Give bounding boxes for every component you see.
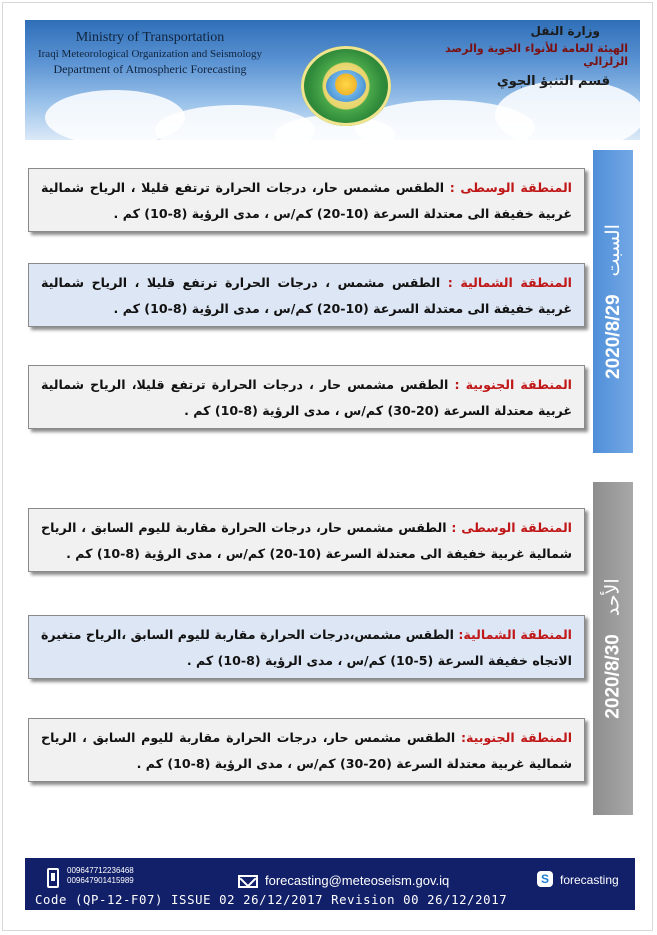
mail-icon	[238, 875, 258, 888]
header-english-text	[35, 30, 265, 77]
header-arabic-text	[428, 24, 628, 89]
region-label: المنطقة الجنوبية:	[460, 730, 573, 745]
page-border	[2, 2, 653, 931]
skype-icon: S	[537, 871, 553, 887]
department-name-ar: قسم التنبؤ الجوي	[496, 74, 610, 89]
phone-numbers	[67, 866, 134, 886]
forecast-box-southern	[28, 718, 585, 782]
logo-sun-cloud-icon	[326, 70, 366, 102]
region-label: المنطقة الشمالية:	[458, 627, 572, 642]
region-label: المنطقة الجنوبية :	[454, 377, 572, 392]
forecast-text: الطقس مشمس ، درجات الحرارة ترتفع قليلا ، الرياح شمالية غربية خفيفة الى معتدلة السرعة (10-20) كم/س ، مدى الرؤية (8-10) كم .	[41, 275, 572, 316]
forecast-text: الطقس مشمس حار، درجات الحرارة ترتفع قليلا ، الرياح شمالية غربية خفيفة الى معتدلة السرعة (10-20) كم/س ، مدى الرؤية (8-10) كم .	[41, 180, 572, 221]
email-link[interactable]: forecasting@meteoseism.gov.iq	[265, 873, 450, 888]
day-label-saturday	[593, 150, 633, 453]
organization-name-ar: الهيئة العامة للأنواء الجوية والرصد الزلزالي	[445, 42, 628, 68]
region-label: المنطقة الوسطى :	[451, 520, 572, 535]
forecast-text: الطقس مشمس،درجات الحرارة مقاربة لليوم السابق ،الرياح متغيرة الاتجاه خفيفة السرعة (5-10) كم/س ، مدى الرؤية (8-10) كم .	[41, 627, 572, 668]
day-date: 2020/8/30	[602, 634, 623, 719]
phone-number: 009647901415989	[67, 876, 134, 885]
forecast-text: الطقس مشمس حار ، درجات الحرارة ترتفع قليلا، الرياح شمالية غربية معتدلة السرعة (20-30) كم/س ، مدى الرؤية (8-10) كم .	[41, 377, 572, 418]
forecast-text: الطقس مشمس حار، درجات الحرارة مقاربة لليوم السابق ، الرياح شمالية غربية معتدلة السرعة (20-30) كم/س ، مدى الرؤية (8-10) كم .	[41, 730, 572, 771]
region-label: المنطقة الوسطى :	[449, 180, 572, 195]
skype-handle[interactable]: forecasting	[560, 873, 619, 887]
forecast-box-central	[28, 508, 585, 572]
department-name-en: Department of Atmospheric Forecasting	[53, 62, 247, 76]
forecast-box-southern	[28, 365, 585, 429]
ministry-name-ar: وزارة النقل	[530, 24, 600, 38]
forecast-box-northern	[28, 615, 585, 679]
day-date: 2020/8/29	[602, 294, 624, 379]
forecast-box-northern	[28, 263, 585, 327]
phone-number: 009647712236468	[67, 866, 134, 875]
mobile-phone-icon	[47, 868, 59, 888]
organization-name-en: Iraqi Meteorological Organization and Seismology	[37, 48, 263, 60]
region-label: المنطقة الشمالية :	[447, 275, 573, 290]
forecast-text: الطقس مشمس حار، درجات الحرارة مقاربة لليوم السابق ، الرياح شمالية غربية خفيفة الى معتدلة السرعة (10-20) كم/س ، مدى الرؤية (8-10) كم .	[41, 520, 572, 561]
document-code-line: Code (QP-12-F07) ISSUE 02 26/12/2017 Revision 00 26/12/2017	[35, 893, 508, 907]
day-name: الأحد	[602, 578, 624, 617]
footer-bar	[25, 858, 635, 910]
organization-logo	[301, 46, 391, 126]
day-name: السبت	[602, 224, 624, 277]
forecast-box-central	[28, 168, 585, 232]
day-label-sunday	[593, 482, 633, 815]
cloud-decoration	[495, 80, 640, 140]
header-banner	[25, 20, 640, 140]
ministry-name-en: Ministry of Transportation	[75, 30, 225, 45]
